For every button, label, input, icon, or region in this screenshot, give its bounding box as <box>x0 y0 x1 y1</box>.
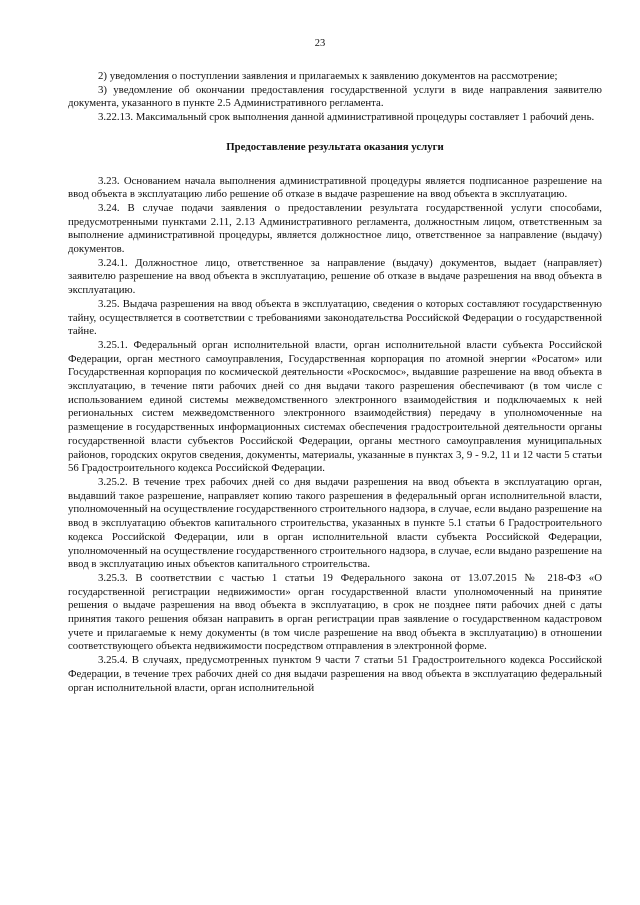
paragraph: 3.22.13. Максимальный срок выполнения данной административной процедуры составляет 1 рабочий день. <box>98 111 595 124</box>
paragraph: 3.25.4. В случаях, предусмотренных пунктом 9 части 7 статьи 51 Градостроительного кодекса Российской Федерации, в течение трех рабочих дней со дня выдачи разрешения на ввод объекта в эксплуатацию федеральный орган исполнительной власти, орган исполнительной <box>68 654 602 694</box>
paragraph: 2) уведомления о поступлении заявления и прилагаемых к заявлению документов на рассмотрение; <box>98 70 558 82</box>
section-heading: Предоставление результата оказания услуги <box>226 140 444 153</box>
paragraph: 3.24. В случае подачи заявления о предоставлении результата государственной услуги способами, предусмотренными пунктами 2.11, 2.13 Административного регламента, должностным лицом, ответственным за выполнение административной процедуры, является должностное лицо, ответственное за направление (выдачу) документов. <box>68 201 602 256</box>
paragraph: 3.25.2. В течение трех рабочих дней со дня выдачи разрешения на ввод объекта в эксплуатацию орган, выдавший такое разрешение, направляет копию такого разрешения в федеральный орган исполнительной власти, уполномоченный на осуществление государственного строительного надзора, в случае, если выдано разрешение на ввод в эксплуатацию объектов капитального строительства, указанных в пункте 5.1 статьи 6 Градостроительного кодекса Российской Федерации, или в орган исполнительной власти субъекта Российской Федерации, уполномоченный на осуществление государственного строительного надзора, в случае, если выдано разрешение на ввод в эксплуатацию иных объектов капитального строительства. <box>68 475 602 571</box>
paragraph: 3.24.1. Должностное лицо, ответственное за направление (выдачу) документов, выдает (направляет) заявителю разрешение на ввод объекта в эксплуатацию, решение об отказе в выдаче разрешения на ввод объекта в эксплуатацию. <box>68 256 602 297</box>
paragraph: 3) уведомление об окончании предоставления государственной услуги в виде направления заявителю документа, указанного в пункте 2.5 Административного регламента. <box>68 83 602 110</box>
paragraph: 3.25.3. В соответствии с частью 1 статьи 19 Федерального закона от 13.07.2015 № 218-ФЗ «О государственной регистрации недвижимости» орган государственной власти уполномоченный на принятие решения о выдаче разрешения на ввод объекта в эксплуатацию, в срок не позднее пяти рабочих дней с даты принятия такого решения обязан направить в орган регистрации прав заявление о государственном кадастровом учете и прилагаемые к нему документы (в том числе разрешение на ввод объекта в эксплуатацию) в отношении соответствующего объекта недвижимости посредством отправления в электронной форме. <box>68 571 602 653</box>
paragraph: 3.25. Выдача разрешения на ввод объекта в эксплуатацию, сведения о которых составляют государственную тайну, осуществляется в соответствии с требованиями законодательства Российской Федерации о государственной тайне. <box>68 297 602 338</box>
paragraph: 3.25.1. Федеральный орган исполнительной власти, орган исполнительной власти субъекта Российской Федерации, орган местного самоуправления, Государственная корпорация по атомной энергии «Росатом» или Государственная корпорация по космической деятельности «Роскосмос», выдавшие разрешение на ввод объекта в эксплуатацию, в течение пяти рабочих дней со дня выдачи такого разрешения обеспечивают (в том числе с использованием единой системы межведомственного электронного взаимодействия и подключаемых к ней региональных систем межведомственного электронного взаимодействия) передачу в уполномоченные на размещение в государственных информационных системах обеспечения градостроительной деятельности органы государственной власти субъектов Российской Федерации, органы местного самоуправления муниципальных районов, городских округов сведения, документы, материалы, указанные в пунктах 3, 9 - 9.2, 11 и 12 части 5 статьи 56 Градостроительного кодекса Российской Федерации. <box>68 338 602 475</box>
document-body <box>68 70 602 695</box>
paragraph: 3.23. Основанием начала выполнения административной процедуры является подписанное разрешение на ввод объекта в эксплуатацию либо решение об отказе в выдаче разрешение на ввод объекта в эксплуатацию. <box>68 174 602 201</box>
page-number: 23 <box>314 38 326 49</box>
